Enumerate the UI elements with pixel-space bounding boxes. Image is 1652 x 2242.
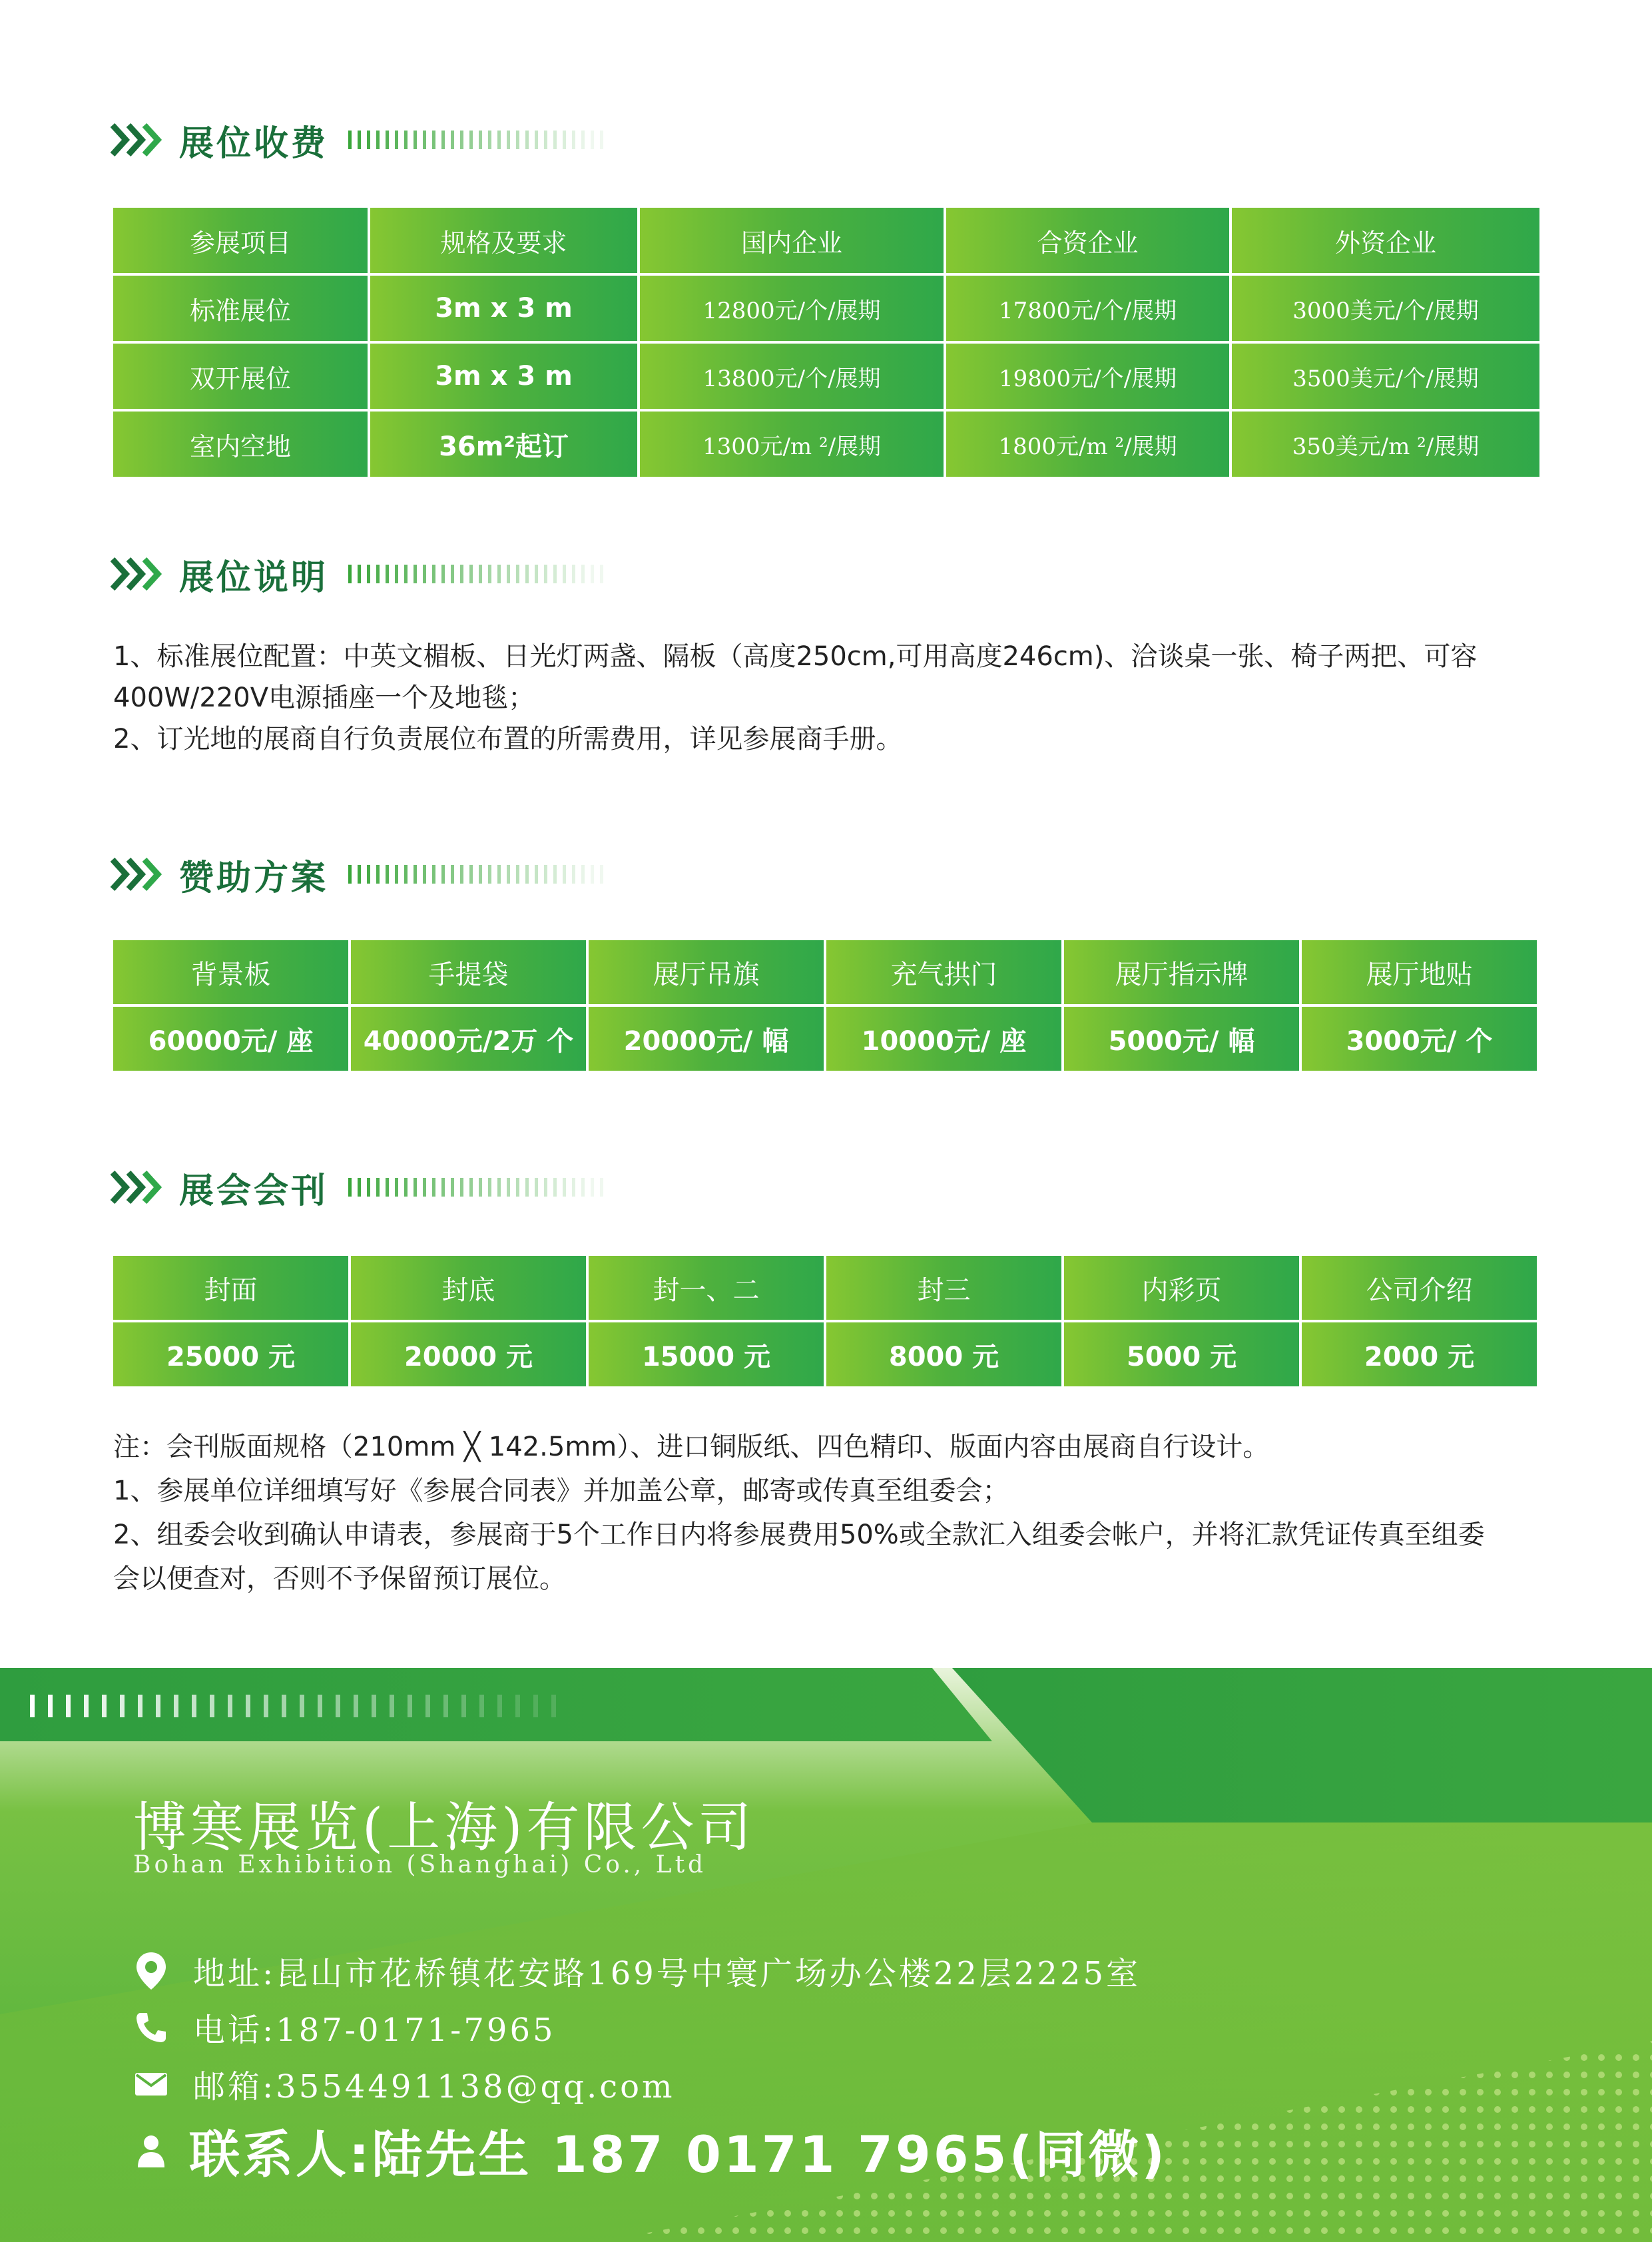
header-cell: 展厅地贴 <box>1300 939 1538 1005</box>
tick-mark <box>386 131 389 149</box>
chevrons-icon <box>110 856 163 893</box>
tick-mark <box>386 565 389 583</box>
header-cell: 内彩页 <box>1063 1255 1300 1321</box>
tick-mark <box>423 865 426 884</box>
tick-mark <box>600 865 603 884</box>
tick-mark <box>479 1178 482 1197</box>
tick-mark <box>30 1695 35 1717</box>
tick-mark <box>174 1695 178 1717</box>
tick-mark <box>348 865 352 884</box>
table-cell: 36m²起订 <box>369 410 639 478</box>
tick-mark <box>525 565 529 583</box>
tick-mark <box>553 865 557 884</box>
phone-icon <box>133 2010 169 2046</box>
person-icon <box>133 2133 169 2169</box>
decorative-ticks <box>348 565 603 583</box>
company-name-en: Bohan Exhibition (Shanghai) Co., Ltd <box>133 1851 707 1878</box>
tick-mark <box>210 1695 214 1717</box>
tick-mark <box>507 1178 510 1197</box>
header-cell: 公司介绍 <box>1300 1255 1538 1321</box>
tick-mark <box>395 565 398 583</box>
tick-mark <box>376 865 380 884</box>
tick-mark <box>563 131 566 149</box>
section-title: 展位说明 <box>179 557 329 598</box>
tick-mark <box>563 1178 566 1197</box>
tick-mark <box>386 865 389 884</box>
tick-mark <box>553 565 557 583</box>
note-line: 2、订光地的展商自行负责展位布置的所需费用，详见参展商手册。 <box>113 724 903 754</box>
tick-mark <box>264 1695 268 1717</box>
tick-mark <box>318 1695 322 1717</box>
tick-mark <box>451 131 454 149</box>
booth-notes <box>113 636 1477 760</box>
tick-mark <box>572 865 575 884</box>
header-cell: 封面 <box>112 1255 350 1321</box>
table-cell: 1300元/m ²/展期 <box>639 410 945 478</box>
table-cell: 3m x 3 m <box>369 274 639 342</box>
contact-person-line <box>133 2114 1167 2187</box>
tick-mark <box>423 565 426 583</box>
tick-mark <box>386 1178 389 1197</box>
decorative-ticks <box>348 1178 603 1197</box>
tick-mark <box>395 865 398 884</box>
tick-mark <box>488 565 491 583</box>
header-cell: 规格及要求 <box>369 206 639 274</box>
tick-mark <box>300 1695 304 1717</box>
tick-mark <box>572 565 575 583</box>
tick-mark <box>358 565 361 583</box>
tick-mark <box>469 1178 473 1197</box>
section-heading-booth-fee <box>110 113 603 166</box>
tick-mark <box>413 1178 417 1197</box>
tick-mark <box>404 1178 408 1197</box>
tick-mark <box>563 865 566 884</box>
table-cell: 1800元/m ²/展期 <box>945 410 1231 478</box>
tick-mark <box>591 1178 594 1197</box>
tick-mark <box>479 865 482 884</box>
tick-mark <box>600 131 603 149</box>
tick-mark <box>423 1178 426 1197</box>
table-cell: 13800元/个/展期 <box>639 342 945 410</box>
tick-mark <box>156 1695 160 1717</box>
tick-mark <box>535 131 538 149</box>
header-cell: 封三 <box>825 1255 1063 1321</box>
tick-mark <box>469 565 473 583</box>
tick-mark <box>348 1178 352 1197</box>
tick-mark <box>84 1695 89 1717</box>
tick-mark <box>581 1178 585 1197</box>
tick-mark <box>282 1695 286 1717</box>
tick-mark <box>432 865 435 884</box>
tick-mark <box>600 1178 603 1197</box>
email-text: 邮箱:3554491138@qq.com <box>193 2068 675 2105</box>
booth-fee-table <box>111 205 1542 479</box>
tick-mark <box>600 565 603 583</box>
journal-table <box>111 1253 1539 1389</box>
decorative-ticks <box>348 131 603 149</box>
tick-mark <box>507 865 510 884</box>
tick-mark <box>507 565 510 583</box>
address-text: 地址:昆山市花桥镇花安路169号中寰广场办公楼22层2225室 <box>193 1955 1141 1992</box>
note-line: 2、组委会收到确认申请表，参展商于5个工作日内将参展费用50%或全款汇入组委会帐户，并将汇款凭证传真至组委 <box>113 1520 1485 1550</box>
header-cell: 展厅吊旗 <box>587 939 825 1005</box>
table-row <box>112 274 1541 342</box>
header-cell: 展厅指示牌 <box>1063 939 1300 1005</box>
tick-mark <box>423 131 426 149</box>
tick-mark <box>497 565 501 583</box>
tick-mark <box>48 1695 53 1717</box>
tick-mark <box>525 1178 529 1197</box>
contact-person-text: 联系人:陆先生 187 0171 7965(同微) <box>189 2125 1167 2184</box>
location-pin-icon <box>133 1953 169 1989</box>
tick-mark <box>507 131 510 149</box>
tick-mark <box>425 1695 430 1717</box>
tick-mark <box>563 565 566 583</box>
table-cell: 19800元/个/展期 <box>945 342 1231 410</box>
tick-mark <box>441 565 445 583</box>
tick-mark <box>367 565 370 583</box>
tick-mark <box>120 1695 125 1717</box>
table-cell: 350美元/m ²/展期 <box>1231 410 1541 478</box>
chevrons-icon <box>110 555 163 593</box>
footer-decorative-ticks <box>30 1695 556 1717</box>
tick-mark <box>591 131 594 149</box>
tick-mark <box>581 865 585 884</box>
table-cell: 3500美元/个/展期 <box>1231 342 1541 410</box>
tick-mark <box>138 1695 142 1717</box>
tick-mark <box>497 131 501 149</box>
tick-mark <box>367 1178 370 1197</box>
table-cell: 3m x 3 m <box>369 342 639 410</box>
table-header-row <box>112 939 1538 1005</box>
tick-mark <box>192 1695 196 1717</box>
journal-notes <box>113 1425 1485 1601</box>
tick-mark <box>376 131 380 149</box>
tick-mark <box>66 1695 71 1717</box>
tick-mark <box>408 1695 412 1717</box>
tick-mark <box>479 1695 484 1717</box>
table-cell: 5000 元 <box>1063 1321 1300 1388</box>
phone-line <box>133 2004 556 2050</box>
table-cell: 3000美元/个/展期 <box>1231 274 1541 342</box>
decorative-ticks <box>348 865 603 884</box>
note-line: 会以便查对，否则不予保留预订展位。 <box>113 1563 566 1594</box>
tick-mark <box>451 1178 454 1197</box>
table-cell: 8000 元 <box>825 1321 1063 1388</box>
table-cell: 双开展位 <box>112 342 369 410</box>
header-cell: 充气拱门 <box>825 939 1063 1005</box>
table-cell: 15000 元 <box>587 1321 825 1388</box>
tick-mark <box>358 131 361 149</box>
tick-mark <box>432 131 435 149</box>
tick-mark <box>591 865 594 884</box>
header-cell: 背景板 <box>112 939 350 1005</box>
tick-mark <box>451 565 454 583</box>
header-cell: 手提袋 <box>350 939 587 1005</box>
table-cell: 60000元/ 座 <box>112 1005 350 1072</box>
tick-mark <box>395 131 398 149</box>
tick-mark <box>461 1695 466 1717</box>
tick-mark <box>497 1695 502 1717</box>
header-cell: 封一、二 <box>587 1255 825 1321</box>
address-line <box>133 1948 1141 1994</box>
tick-mark <box>432 565 435 583</box>
note-line: 1、参展单位详细填写好《参展合同表》并加盖公章，邮寄或传真至组委会； <box>113 1476 1009 1506</box>
tick-mark <box>525 865 529 884</box>
tick-mark <box>443 1695 448 1717</box>
tick-mark <box>591 565 594 583</box>
tick-mark <box>553 1178 557 1197</box>
chevrons-icon <box>110 1169 163 1206</box>
tick-mark <box>516 1178 519 1197</box>
tick-mark <box>358 1178 361 1197</box>
tick-mark <box>515 1695 520 1717</box>
table-cell: 2000 元 <box>1300 1321 1538 1388</box>
table-header-row <box>112 1255 1538 1321</box>
tick-mark <box>488 865 491 884</box>
tick-mark <box>544 131 547 149</box>
table-row <box>112 342 1541 410</box>
tick-mark <box>395 1178 398 1197</box>
tick-mark <box>535 565 538 583</box>
section-title: 展位收费 <box>179 123 329 164</box>
tick-mark <box>372 1695 376 1717</box>
tick-mark <box>544 865 547 884</box>
tick-mark <box>544 1178 547 1197</box>
table-header-row <box>112 206 1541 274</box>
tick-mark <box>460 131 463 149</box>
section-title: 赞助方案 <box>179 858 329 898</box>
tick-mark <box>413 565 417 583</box>
tick-mark <box>572 1178 575 1197</box>
table-cell: 12800元/个/展期 <box>639 274 945 342</box>
tick-mark <box>441 1178 445 1197</box>
header-cell: 国内企业 <box>639 206 945 274</box>
header-cell: 合资企业 <box>945 206 1231 274</box>
email-line <box>133 2061 675 2107</box>
header-cell: 封底 <box>350 1255 587 1321</box>
tick-mark <box>367 865 370 884</box>
tick-mark <box>581 131 585 149</box>
tick-mark <box>432 1178 435 1197</box>
tick-mark <box>404 865 408 884</box>
section-heading-sponsor <box>110 848 603 901</box>
tick-mark <box>441 865 445 884</box>
table-cell: 20000元/ 幅 <box>587 1005 825 1072</box>
table-cell: 40000元/2万 个 <box>350 1005 587 1072</box>
tick-mark <box>390 1695 394 1717</box>
tick-mark <box>413 131 417 149</box>
tick-mark <box>460 865 463 884</box>
tick-mark <box>404 565 408 583</box>
section-heading-journal <box>110 1161 603 1214</box>
tick-mark <box>516 131 519 149</box>
tick-mark <box>376 565 380 583</box>
tick-mark <box>516 565 519 583</box>
tick-mark <box>533 1695 538 1717</box>
table-cell: 标准展位 <box>112 274 369 342</box>
footer <box>0 1668 1652 2242</box>
tick-mark <box>488 1178 491 1197</box>
tick-mark <box>451 865 454 884</box>
tick-mark <box>441 131 445 149</box>
table-row <box>112 1005 1538 1072</box>
table-cell: 3000元/ 个 <box>1300 1005 1538 1072</box>
tick-mark <box>544 565 547 583</box>
tick-mark <box>469 131 473 149</box>
tick-mark <box>460 565 463 583</box>
table-cell: 室内空地 <box>112 410 369 478</box>
tick-mark <box>479 565 482 583</box>
tick-mark <box>479 131 482 149</box>
tick-mark <box>376 1178 380 1197</box>
header-cell: 参展项目 <box>112 206 369 274</box>
tick-mark <box>535 865 538 884</box>
table-cell: 25000 元 <box>112 1321 350 1388</box>
tick-mark <box>348 565 352 583</box>
note-line: 注：会刊版面规格（210mm ╳ 142.5mm）、进口铜版纸、四色精印、版面内容由展商自行设计。 <box>113 1432 1270 1462</box>
section-heading-booth-desc <box>110 547 603 601</box>
tick-mark <box>551 1695 556 1717</box>
tick-mark <box>413 865 417 884</box>
tick-mark <box>516 865 519 884</box>
tick-mark <box>246 1695 250 1717</box>
sponsor-table <box>111 938 1539 1073</box>
section-title: 展会会刊 <box>179 1171 329 1211</box>
tick-mark <box>348 131 352 149</box>
chevrons-icon <box>110 121 163 158</box>
tick-mark <box>497 1178 501 1197</box>
tick-mark <box>572 131 575 149</box>
tick-mark <box>581 565 585 583</box>
tick-mark <box>553 131 557 149</box>
tick-mark <box>460 1178 463 1197</box>
company-name-cn: 博寒展览(上海)有限公司 <box>133 1797 756 1858</box>
tick-mark <box>535 1178 538 1197</box>
tick-mark <box>469 865 473 884</box>
tick-mark <box>102 1695 107 1717</box>
tick-mark <box>404 131 408 149</box>
tick-mark <box>354 1695 358 1717</box>
tick-mark <box>336 1695 340 1717</box>
table-cell: 10000元/ 座 <box>825 1005 1063 1072</box>
table-row <box>112 410 1541 478</box>
header-cell: 外资企业 <box>1231 206 1541 274</box>
tick-mark <box>228 1695 232 1717</box>
phone-text: 电话:187-0171-7965 <box>193 2012 556 2049</box>
table-row <box>112 1321 1538 1388</box>
mail-icon <box>133 2066 169 2102</box>
table-cell: 5000元/ 幅 <box>1063 1005 1300 1072</box>
tick-mark <box>367 131 370 149</box>
table-cell: 20000 元 <box>350 1321 587 1388</box>
tick-mark <box>358 865 361 884</box>
tick-mark <box>525 131 529 149</box>
note-line: 400W/220V电源插座一个及地毯； <box>113 683 535 713</box>
tick-mark <box>488 131 491 149</box>
table-cell: 17800元/个/展期 <box>945 274 1231 342</box>
tick-mark <box>497 865 501 884</box>
note-line: 1、标准展位配置：中英文楣板、日光灯两盏、隔板（高度250cm,可用高度246cm)、洽谈桌一张、椅子两把、可容 <box>113 641 1478 672</box>
